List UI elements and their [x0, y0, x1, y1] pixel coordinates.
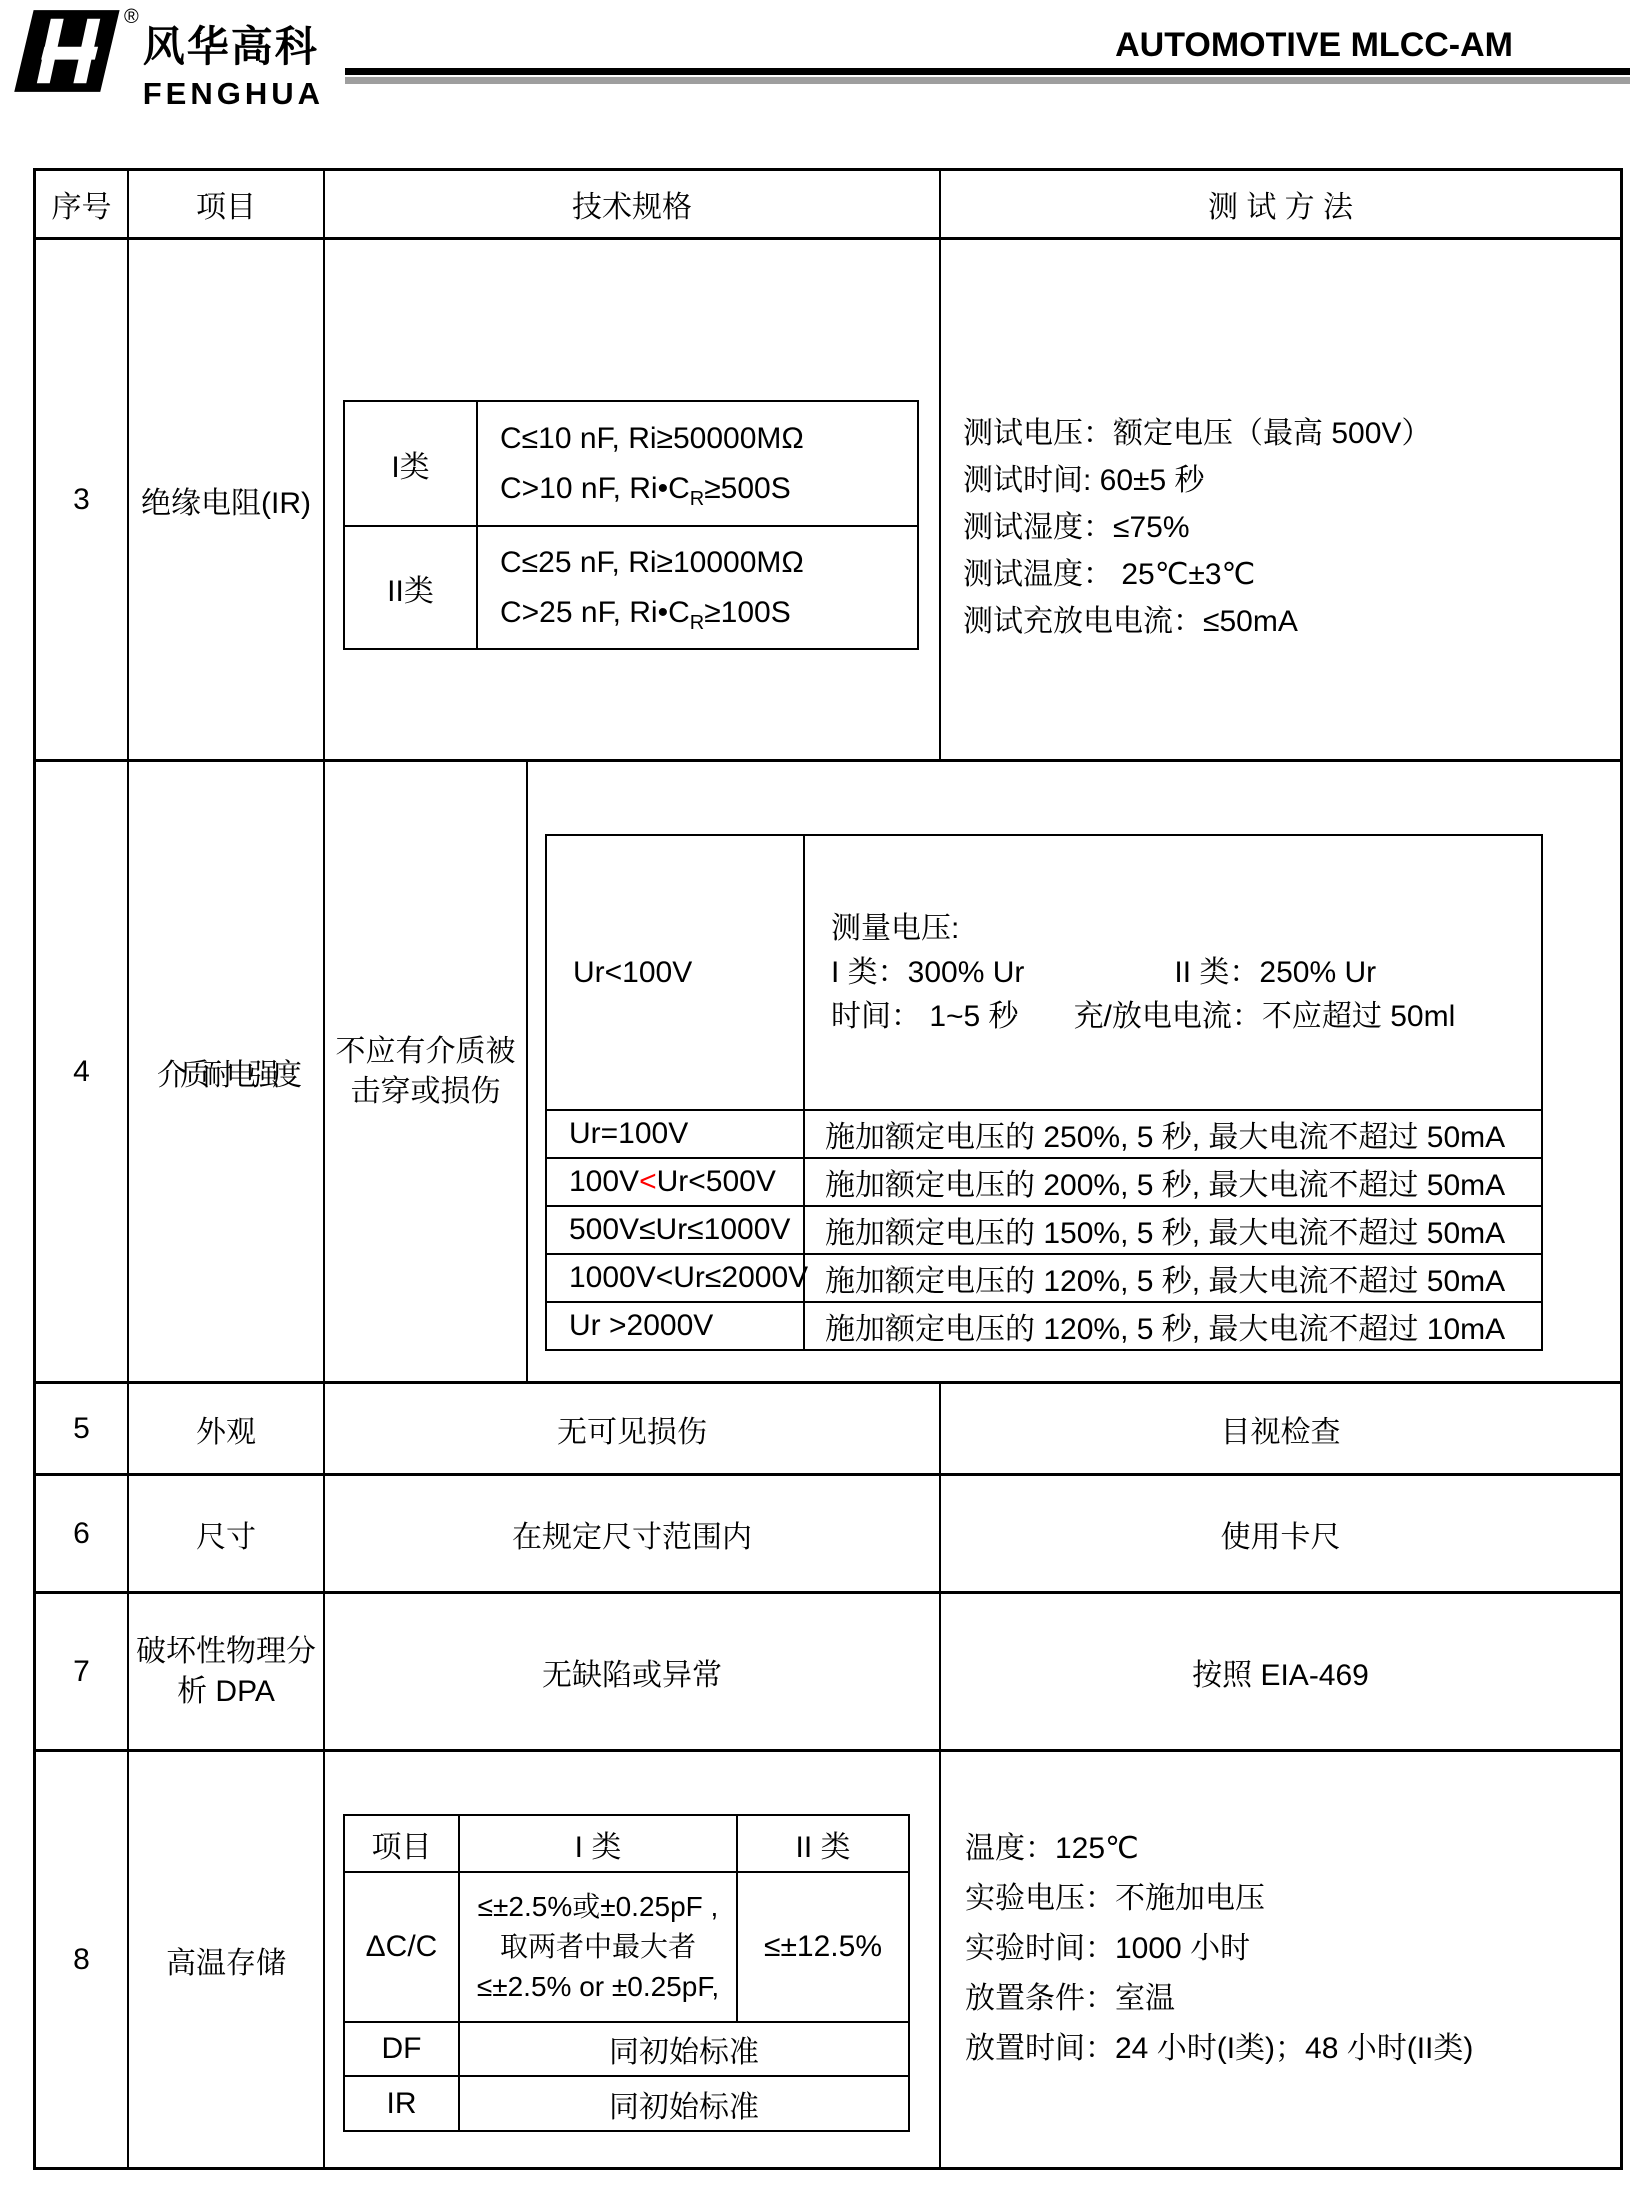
vt-row-spec: 施加额定电压的 150%, 5 秒, 最大电流不超过 50mA [825, 1217, 1506, 1250]
ir-class2-line1: C≤25 nF, Ri≥10000MΩ [500, 545, 804, 579]
st-header-row [345, 1816, 908, 1871]
row7-no: 7 [36, 1594, 129, 1749]
ir-class2-line2: C>25 nF, $Ri•C_R\ge 100S$ [500, 595, 791, 634]
storage-spec-table [343, 1814, 910, 2132]
row3-method-line: 测试充放电电流：≤50mA [963, 604, 1298, 638]
row8-method-line: 温度：125℃ [965, 1832, 1139, 1865]
row7-item: 破坏性物理分析 DPA [129, 1594, 325, 1749]
vt-row-spec: 施加额定电压的 200%, 5 秒, 最大电流不超过 50mA [825, 1169, 1506, 1202]
row8-item: 高温存储 [129, 1752, 325, 2167]
col-header-no: 序号 [36, 171, 129, 237]
vt-row [547, 1253, 1541, 1301]
table-row-5 [36, 1384, 1620, 1476]
ir-class2-label: II类 [345, 527, 478, 648]
vt-row-spec: 施加额定电压的 120%, 5 秒, 最大电流不超过 50mA [825, 1265, 1506, 1298]
fenghua-logo-icon [14, 8, 122, 94]
vt-row-label: Ur >2000V [547, 1303, 805, 1349]
table-row-3 [36, 240, 1620, 762]
ir-spec-table [343, 400, 919, 650]
vt-row [547, 1109, 1541, 1157]
row4-no: 4 [36, 762, 129, 1381]
row5-method: 目视检查 [1220, 1415, 1341, 1449]
ir-class1-spec [478, 402, 917, 525]
row3-item: 绝缘电阻(IR) [129, 240, 325, 759]
ir-class2-spec [478, 527, 917, 648]
vt-row-label: 1000V<Ur≤2000V [547, 1255, 805, 1301]
row7-method: 按照 EIA-469 [1192, 1658, 1369, 1692]
row3-method-line: 测试湿度：≤75% [963, 510, 1190, 544]
vt-row1-line1: 测量电压: [831, 911, 960, 945]
st-ir-label: IR [345, 2077, 460, 2130]
table-header-row [36, 171, 1620, 240]
row8-method-line: 实验电压：不施加电压 [965, 1882, 1265, 1915]
st-dcc-label: ΔC/C [345, 1873, 460, 2021]
ir-class2-row [345, 525, 917, 648]
vt-row-label: 100V < Ur<500V [547, 1159, 805, 1205]
vt-row [547, 1157, 1541, 1205]
row3-method [941, 240, 1620, 759]
row5-item: 外观 [129, 1384, 325, 1473]
ir-class1-label: I类 [345, 402, 478, 525]
ir-class1-line1: C≤10 nF, Ri≥50000MΩ [500, 421, 804, 455]
st-dcc-row [345, 1871, 908, 2021]
ir-class1-row [345, 402, 917, 525]
row8-no: 8 [36, 1752, 129, 2167]
st-dcc-class2-value: ≤±12.5% [764, 1930, 882, 1963]
row7-spec: 无缺陷或异常 [325, 1594, 941, 1749]
vt-row1-line2: I 类：300% Ur II 类：250% Ur [831, 955, 1377, 989]
st-header-class1: I 类 [460, 1816, 738, 1871]
row6-item: 尺寸 [129, 1476, 325, 1591]
row4-item: 介质耐电强度 [129, 762, 325, 1381]
row3-no: 3 [36, 240, 129, 759]
ir-class1-line2: C>10 nF, $Ri•C_R\ge 500S$ [500, 471, 791, 510]
st-df-label: DF [345, 2023, 460, 2075]
logo-chinese-name: 风华高科 [142, 23, 319, 70]
col-header-method: 测 试 方 法 [1207, 191, 1353, 224]
row6-no: 6 [36, 1476, 129, 1591]
table-row-4 [36, 762, 1620, 1384]
header-rule-black [345, 68, 1630, 75]
spec-table [33, 168, 1623, 2170]
st-ir-value: 同初始标准 [609, 2090, 759, 2124]
vt-row1-label: Ur<100V [547, 836, 805, 1109]
vt-row [547, 1301, 1541, 1349]
row5-spec: 无可见损伤 [325, 1384, 941, 1473]
row8-spec-cell [325, 1752, 941, 2167]
voltage-spec-table [545, 834, 1543, 1351]
doc-title: AUTOMOTIVE MLCC-AM [1115, 26, 1513, 64]
row8-method [941, 1752, 1620, 2167]
row6-method: 使用卡尺 [1220, 1520, 1341, 1554]
registered-trademark-mark: ® [124, 6, 139, 28]
row6-spec: 在规定尺寸范围内 [325, 1476, 941, 1591]
col-header-item: 项目 [129, 171, 325, 237]
vt-row-spec: 施加额定电压的 250%, 5 秒, 最大电流不超过 50mA [825, 1121, 1506, 1154]
st-dcc-class1-value: ≤±2.5%或±0.25pF , 取两者中最大者 ≤±2.5% or ±0.25pF, [460, 1873, 738, 2021]
st-header-class2: II 类 [795, 1830, 851, 1864]
row4-condition: 不应有介质被击穿或损伤 [325, 762, 528, 1381]
vt-row1-spec [805, 836, 1541, 1109]
st-ir-row [345, 2075, 908, 2130]
vt-row-spec: 施加额定电压的 120%, 5 秒, 最大电流不超过 10mA [825, 1313, 1506, 1346]
st-df-row [345, 2021, 908, 2075]
st-df-value: 同初始标准 [609, 2036, 759, 2069]
row4-voltage-cell [528, 762, 1620, 1381]
st-header-item: 项目 [345, 1816, 460, 1871]
logo-text [143, 14, 324, 112]
vt-row-label: 500V≤Ur≤1000V [547, 1207, 805, 1253]
logo-english-name: FENGHUA [142, 76, 325, 111]
row3-method-line: 测试时间: 60±5 秒 [963, 463, 1205, 497]
vt-row-label: Ur=100V [547, 1111, 805, 1157]
vt-row [547, 1205, 1541, 1253]
col-header-spec: 技术规格 [325, 171, 941, 237]
fenghua-logo [14, 8, 324, 112]
table-row-7 [36, 1594, 1620, 1752]
row3-method-line: 测试电压：额定电压（最高 500V） [963, 416, 1432, 450]
row8-method-line: 放置条件：室温 [965, 1982, 1175, 2015]
table-row-8 [36, 1752, 1620, 2167]
row3-method-line: 测试温度： 25℃±3℃ [963, 557, 1256, 591]
vt-row-ur-lt-100 [547, 836, 1541, 1109]
row5-no: 5 [36, 1384, 129, 1473]
row3-spec-cell [325, 240, 941, 759]
row8-method-line: 实验时间：1000 小时 [965, 1932, 1251, 1965]
table-row-6 [36, 1476, 1620, 1594]
row8-method-line: 放置时间：24 小时(I类)；48 小时(II类) [965, 2032, 1474, 2065]
header-rule-gray [345, 77, 1630, 84]
vt-row1-line3: 时间： 1~5 秒 充/放电电流：不应超过 50ml [831, 999, 1456, 1033]
